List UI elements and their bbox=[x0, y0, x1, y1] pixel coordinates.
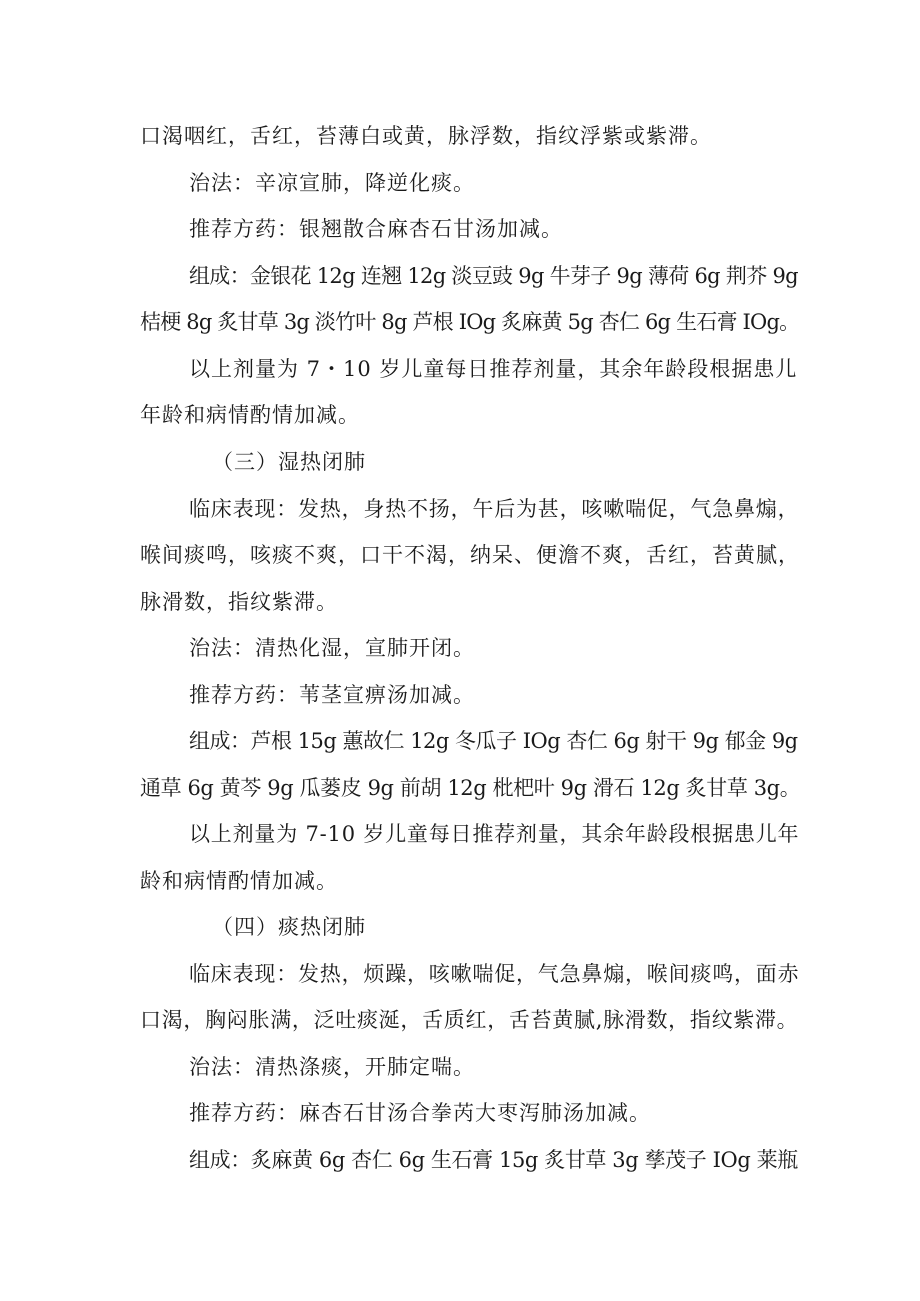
text-line: 口渴，胸闷胀满，泛吐痰涎，舌质红，舌苔黄腻,脉滑数，指纹紫滞。 bbox=[140, 1008, 799, 1032]
text-line: 通草 6g 黄芩 9g 瓜蒌皮 9g 前胡 12g 枇杷叶 9g 滑石 12g 炙甘草 3g。 bbox=[140, 776, 801, 800]
text-line: 临床表现：发热，身热不扬，午后为甚，咳嗽喘促，气急鼻煽， bbox=[189, 497, 800, 521]
text-line: 组成：芦根 15g 蕙故仁 12g 冬瓜子 IOg 杏仁 6g 射干 9g 郁金 9g bbox=[189, 729, 798, 753]
section-heading: （四）痰热闭肺 bbox=[212, 915, 366, 939]
text-line: 推荐方药：麻杏石甘汤合拳芮大枣泻肺汤加减。 bbox=[189, 1101, 651, 1125]
text-line: 以上剂量为 7・10 岁儿童每日推荐剂量，其余年龄段根据患儿 bbox=[189, 357, 798, 381]
text-line: 龄和病情酌情加减。 bbox=[140, 869, 338, 893]
text-line: 喉间痰鸣，咳痰不爽，口干不渴，纳呆、便澹不爽，舌红，苔黄腻， bbox=[140, 543, 800, 567]
text-line: 脉滑数，指纹紫滞。 bbox=[140, 590, 338, 614]
text-line: 桔梗 8g 炙甘草 3g 淡竹叶 8g 芦根 IOg 炙麻黄 5g 杏仁 6g 生石膏 IOg。 bbox=[140, 310, 800, 334]
text-line: 组成：炙麻黄 6g 杏仁 6g 生石膏 15g 炙甘草 3g 孳茂子 IOg 莱瓶 bbox=[189, 1148, 798, 1172]
text-line: 年龄和病情酌情加减。 bbox=[140, 403, 360, 427]
text-line: 推荐方药：银翘散合麻杏石甘汤加减。 bbox=[189, 217, 563, 241]
text-line: 口渴咽红，舌红，苔薄白或黄，脉浮数，指纹浮紫或紫滞。 bbox=[140, 124, 712, 148]
section-heading: （三）湿热闭肺 bbox=[212, 450, 366, 474]
text-line: 治法：清热化湿，宣肺开闭。 bbox=[189, 636, 475, 660]
text-line: 推荐方药：苇茎宣痹汤加减。 bbox=[189, 683, 475, 707]
text-line: 临床表现：发热，烦躁，咳嗽喘促，气急鼻煽，喉间痰鸣，面赤 bbox=[189, 962, 800, 986]
text-line: 以上剂量为 7-10 岁儿童每日推荐剂量，其余年龄段根据患儿年 bbox=[189, 822, 800, 846]
text-line: 治法：辛凉宣肺，降逆化痰。 bbox=[189, 171, 475, 195]
text-line: 组成：金银花 12g 连翘 12g 淡豆豉 9g 牛芽子 9g 薄荷 6g 荆芥 9g bbox=[189, 264, 798, 288]
text-line: 治法：清热涤痰，开肺定喘。 bbox=[189, 1055, 475, 1079]
